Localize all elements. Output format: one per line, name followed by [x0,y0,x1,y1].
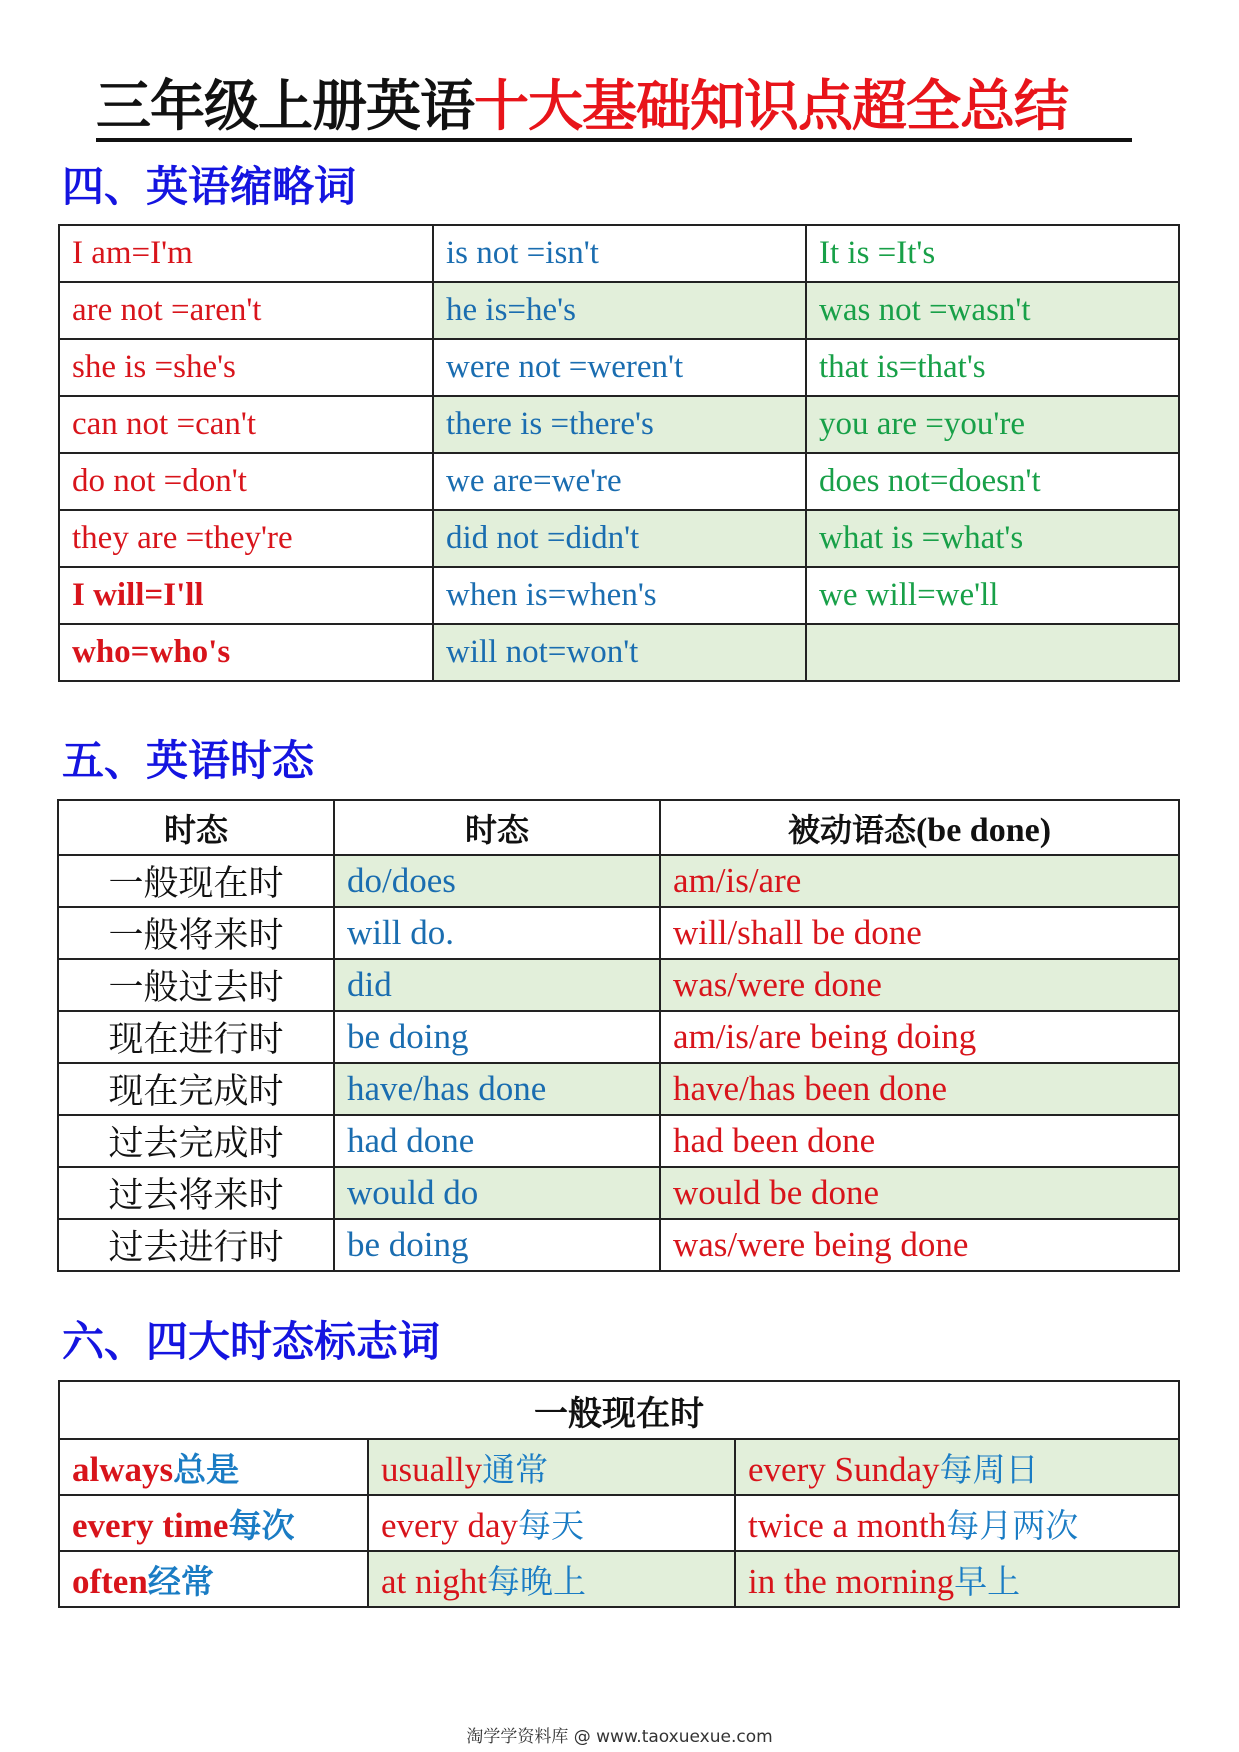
column-header [660,800,1179,855]
table-cell: I will=I'll [59,567,433,624]
table-cell: 现在完成时 [58,1063,334,1115]
footer-watermark: 淘学学资料库 @ www.taoxuexue.com [466,1727,773,1747]
table-cell: did not =didn't [433,510,806,567]
table-cell: 现在进行时 [58,1011,334,1063]
table-row [59,453,1179,510]
table-cell: that is=that's [806,339,1179,396]
table-cell: there is =there's [433,396,806,453]
signal-word-cn: 早上 [954,1561,1021,1601]
table-cell: does not=doesn't [806,453,1179,510]
table-cell: would be done [660,1167,1179,1219]
table-row [58,1167,1179,1219]
table-cell: can not =can't [59,396,433,453]
signal-word-en: twice a month [748,1505,947,1545]
table-cell: they are =they're [59,510,433,567]
page-title [96,74,1132,142]
signal-word-en: always [72,1449,174,1489]
table-cell: who=who's [59,624,433,681]
signal-word-en: at night [381,1561,487,1601]
table-cell [806,624,1179,681]
table-cell: do/does [334,855,660,907]
table-cell: 过去进行时 [58,1219,334,1271]
signal-word-cn: 通常 [482,1449,549,1489]
table-cell: 一般将来时 [58,907,334,959]
table-cell: we will=we'll [806,567,1179,624]
signal-word-en: in the morning [748,1561,955,1601]
table-cell: have/has been done [660,1063,1179,1115]
signal-word-cn: 每次 [228,1505,295,1545]
table-row [59,339,1179,396]
table-cell: had been done [660,1115,1179,1167]
table-row [58,907,1179,959]
tenses-table [57,799,1180,1272]
section-5-heading: 五、英语时态 [62,736,315,785]
section-4-heading: 四、英语缩略词 [62,162,357,211]
title-part-black: 三年级上册英语 [96,74,475,138]
signal-word-cn: 总是 [173,1449,240,1489]
column-header-label: 时态 [464,810,529,849]
signal-word-en: every day [381,1505,519,1545]
table-cell: 一般过去时 [58,959,334,1011]
table-row [58,1011,1179,1063]
table-row [59,1551,1179,1607]
table-cell [735,1439,1179,1495]
table-cell: 过去将来时 [58,1167,334,1219]
table-cell: will not=won't [433,624,806,681]
table-cell: will/shall be done [660,907,1179,959]
table-cell [368,1439,735,1495]
table-cell: she is =she's [59,339,433,396]
table-cell: was/were being done [660,1219,1179,1271]
signal-word-en: every time [72,1505,229,1545]
table-row [58,1063,1179,1115]
table-cell: was not =wasn't [806,282,1179,339]
signal-word-cn: 经常 [147,1561,214,1601]
column-header-label-en: (be done) [915,811,1052,849]
table-cell: will do. [334,907,660,959]
signal-word-cn: 每月两次 [946,1505,1079,1545]
table-row [59,624,1179,681]
table-cell [735,1551,1179,1607]
table-cell: 一般现在时 [58,855,334,907]
table-cell: had done [334,1115,660,1167]
table-cell: is not =isn't [433,225,806,282]
table-cell: have/has done [334,1063,660,1115]
table-cell: were not =weren't [433,339,806,396]
table-cell: do not =don't [59,453,433,510]
table-row [59,282,1179,339]
section-6-heading: 六、四大时态标志词 [62,1317,441,1366]
table-cell: he is=he's [433,282,806,339]
column-header [334,800,660,855]
table-cell [59,1439,368,1495]
table-cell: was/were done [660,959,1179,1011]
table-row [59,396,1179,453]
signal-word-en: often [72,1561,148,1601]
signal-word-en: every Sunday [748,1449,940,1489]
column-header-label: 时态 [163,810,228,849]
table-cell [59,1551,368,1607]
signal-word-cn: 每晚上 [486,1561,586,1601]
table-cell: I am=I'm [59,225,433,282]
table-cell: be doing [334,1219,660,1271]
table-cell: we are=we're [433,453,806,510]
table-cell: would do [334,1167,660,1219]
table-row [58,1219,1179,1271]
table-cell: It is =It's [806,225,1179,282]
table-row [58,855,1179,907]
signal-word-cn: 每周日 [939,1449,1039,1489]
table-row [58,1115,1179,1167]
table-cell [368,1551,735,1607]
table-row [59,1439,1179,1495]
table-cell: you are =you're [806,396,1179,453]
table-row [59,567,1179,624]
table-title: 一般现在时 [59,1381,1179,1439]
table-cell: be doing [334,1011,660,1063]
contractions-table [58,224,1180,682]
table-cell: am/is/are [660,855,1179,907]
table-row [59,1495,1179,1551]
signal-word-en: usually [381,1449,483,1489]
table-cell: 过去完成时 [58,1115,334,1167]
signal-words-table [58,1380,1180,1608]
signal-word-cn: 每天 [518,1505,585,1545]
column-header [58,800,334,855]
table-row [59,510,1179,567]
table-cell: are not =aren't [59,282,433,339]
table-cell [735,1495,1179,1551]
title-part-red: 十大基础知识点超全总结 [474,74,1069,138]
table-header-row [58,800,1179,855]
table-row [59,225,1179,282]
table-row [58,959,1179,1011]
table-cell [59,1495,368,1551]
column-header-label: 被动语态 [787,810,916,849]
table-cell: when is=when's [433,567,806,624]
table-cell [368,1495,735,1551]
table-cell: am/is/are being doing [660,1011,1179,1063]
table-cell: what is =what's [806,510,1179,567]
table-cell: did [334,959,660,1011]
table-header-row [59,1381,1179,1439]
